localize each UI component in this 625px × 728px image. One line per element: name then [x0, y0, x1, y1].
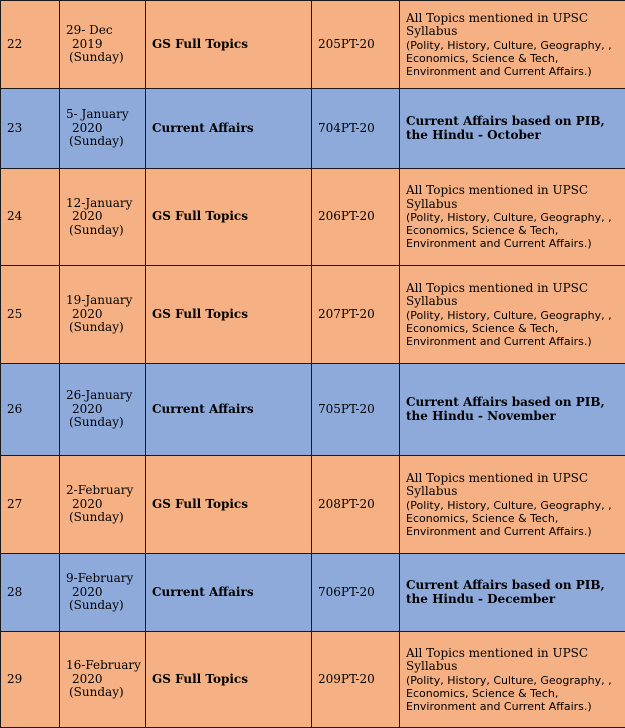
description-line: Environment and Current Affairs.)	[406, 65, 619, 78]
date-line: (Sunday)	[66, 51, 139, 65]
description-line: (Polity, History, Culture, Geography, ,	[406, 211, 619, 224]
date-line: 2-February	[66, 484, 139, 498]
description-line: All Topics mentioned in UPSC	[406, 184, 619, 198]
description-line: Current Affairs based on PIB,	[406, 115, 619, 129]
test-date-cell	[60, 456, 146, 554]
description-line: Syllabus	[406, 485, 619, 499]
description-line: Economics, Science & Tech,	[406, 224, 619, 237]
test-number-cell: 26	[1, 364, 60, 456]
date-line: (Sunday)	[66, 224, 139, 238]
test-code-cell: 208PT-20	[312, 456, 400, 554]
date-line: 2020	[66, 403, 139, 417]
description-line: All Topics mentioned in UPSC	[406, 472, 619, 486]
description-line: All Topics mentioned in UPSC	[406, 282, 619, 296]
topic-cell: GS Full Topics	[146, 456, 312, 554]
description-line: the Hindu - December	[406, 593, 619, 607]
table-row	[1, 456, 625, 554]
description-cell	[400, 1, 625, 89]
description-line: (Polity, History, Culture, Geography, ,	[406, 499, 619, 512]
description-line: (Polity, History, Culture, Geography, ,	[406, 39, 619, 52]
description-line: (Polity, History, Culture, Geography, ,	[406, 309, 619, 322]
test-date-cell	[60, 1, 146, 89]
test-number-cell: 24	[1, 169, 60, 266]
description-line: Syllabus	[406, 295, 619, 309]
date-line: 2020	[66, 210, 139, 224]
description-cell	[400, 169, 625, 266]
test-code-cell: 706PT-20	[312, 554, 400, 632]
date-line: (Sunday)	[66, 416, 139, 430]
test-number-cell: 22	[1, 1, 60, 89]
topic-cell: Current Affairs	[146, 364, 312, 456]
description-cell	[400, 364, 625, 456]
description-cell	[400, 89, 625, 169]
test-number-cell: 25	[1, 266, 60, 364]
date-line: (Sunday)	[66, 511, 139, 525]
test-date-cell	[60, 554, 146, 632]
description-line: All Topics mentioned in UPSC	[406, 647, 619, 661]
date-line: 2020	[66, 498, 139, 512]
description-line: Environment and Current Affairs.)	[406, 237, 619, 250]
description-line: Environment and Current Affairs.)	[406, 700, 619, 713]
table-row	[1, 266, 625, 364]
description-line: Syllabus	[406, 660, 619, 674]
test-date-cell	[60, 364, 146, 456]
test-date-cell	[60, 89, 146, 169]
date-line: (Sunday)	[66, 686, 139, 700]
description-cell	[400, 266, 625, 364]
date-line: (Sunday)	[66, 135, 139, 149]
test-number-cell: 23	[1, 89, 60, 169]
test-date-cell	[60, 632, 146, 728]
date-line: 5- January	[66, 108, 139, 122]
table-row	[1, 1, 625, 89]
description-cell	[400, 554, 625, 632]
test-code-cell: 704PT-20	[312, 89, 400, 169]
date-line: 26-January	[66, 389, 139, 403]
test-code-cell: 207PT-20	[312, 266, 400, 364]
description-line: Current Affairs based on PIB,	[406, 396, 619, 410]
test-code-cell: 205PT-20	[312, 1, 400, 89]
description-line: the Hindu - October	[406, 129, 619, 143]
test-code-cell: 206PT-20	[312, 169, 400, 266]
topic-cell: GS Full Topics	[146, 632, 312, 728]
date-line: 12-January	[66, 197, 139, 211]
description-line: the Hindu - November	[406, 410, 619, 424]
date-line: 2020	[66, 122, 139, 136]
description-line: Environment and Current Affairs.)	[406, 525, 619, 538]
topic-cell: Current Affairs	[146, 89, 312, 169]
description-line: All Topics mentioned in UPSC	[406, 12, 619, 26]
date-line: 16-February	[66, 659, 139, 673]
test-code-cell: 209PT-20	[312, 632, 400, 728]
date-line: 2019	[66, 38, 139, 52]
description-cell	[400, 456, 625, 554]
topic-cell: Current Affairs	[146, 554, 312, 632]
topic-cell: GS Full Topics	[146, 266, 312, 364]
description-line: Economics, Science & Tech,	[406, 52, 619, 65]
topic-cell: GS Full Topics	[146, 1, 312, 89]
topic-cell: GS Full Topics	[146, 169, 312, 266]
table-row	[1, 89, 625, 169]
date-line: 2020	[66, 673, 139, 687]
table-row	[1, 169, 625, 266]
table-row	[1, 364, 625, 456]
test-date-cell	[60, 169, 146, 266]
description-line: Syllabus	[406, 25, 619, 39]
date-line: 29- Dec	[66, 24, 139, 38]
test-code-cell: 705PT-20	[312, 364, 400, 456]
table-row	[1, 632, 625, 728]
table-row	[1, 554, 625, 632]
schedule-body	[1, 1, 625, 728]
description-line: Current Affairs based on PIB,	[406, 579, 619, 593]
test-number-cell: 28	[1, 554, 60, 632]
date-line: 2020	[66, 308, 139, 322]
date-line: (Sunday)	[66, 321, 139, 335]
description-line: Economics, Science & Tech,	[406, 322, 619, 335]
description-line: Economics, Science & Tech,	[406, 687, 619, 700]
description-line: Syllabus	[406, 198, 619, 212]
description-line: Environment and Current Affairs.)	[406, 335, 619, 348]
description-line: (Polity, History, Culture, Geography, ,	[406, 674, 619, 687]
date-line: 9-February	[66, 572, 139, 586]
date-line: 19-January	[66, 294, 139, 308]
test-number-cell: 29	[1, 632, 60, 728]
description-cell	[400, 632, 625, 728]
description-line: Economics, Science & Tech,	[406, 512, 619, 525]
test-date-cell	[60, 266, 146, 364]
date-line: (Sunday)	[66, 599, 139, 613]
test-number-cell: 27	[1, 456, 60, 554]
date-line: 2020	[66, 586, 139, 600]
